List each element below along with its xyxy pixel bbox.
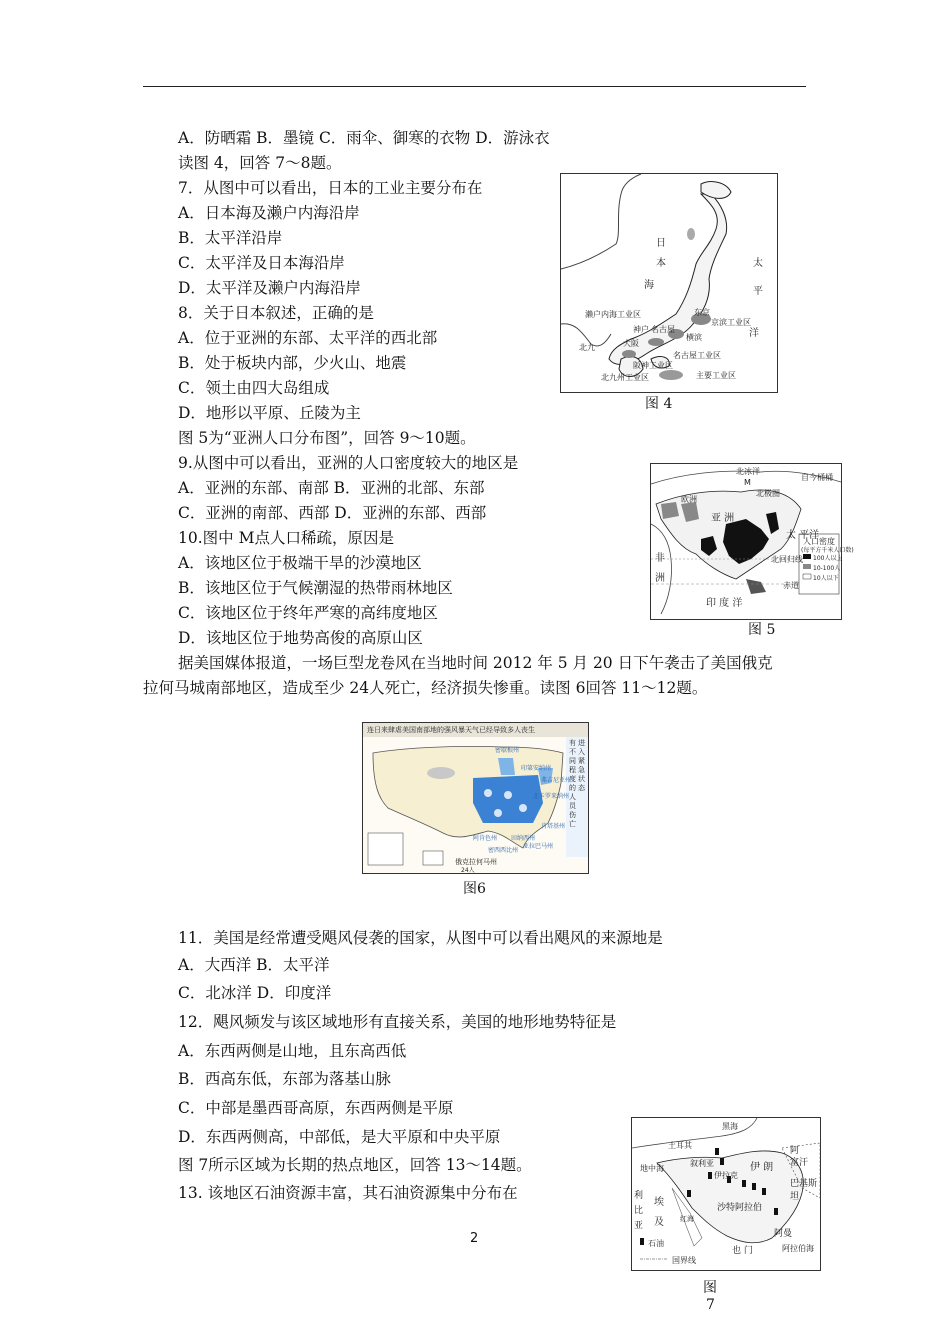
figure-7-middle-east-map xyxy=(631,1117,821,1271)
text-line: A．日本海及濑户内海沿岸 xyxy=(178,204,360,222)
text-line: A．亚洲的东部、南部 B．亚洲的北部、东部 xyxy=(178,479,485,497)
text-line: A．位于亚洲的东部、太平洋的西北部 xyxy=(178,329,438,347)
figure-7-caption-1: 图 xyxy=(703,1280,717,1296)
figure-5-asia-population-map xyxy=(650,463,854,620)
text-line: C．太平洋及日本海沿岸 xyxy=(178,254,345,272)
label-pakistan: 巴基斯坦 xyxy=(790,1179,818,1202)
label-nagoya: 名古屋 xyxy=(651,325,675,334)
label-ri: 日 xyxy=(656,238,666,249)
label-virginia: 弗吉尼亚州 xyxy=(541,777,572,784)
figure-4-japan-map xyxy=(560,173,778,393)
legend-2: 10-100人 xyxy=(813,565,841,572)
legend-title: 人口密度 xyxy=(803,537,835,546)
figure-7-caption-2: 7 xyxy=(706,1297,715,1313)
label-m: M xyxy=(744,478,751,487)
text-line: A．该地区位于极端干旱的沙漠地区 xyxy=(178,554,422,572)
text-line: D．该地区位于地势高俊的高原山区 xyxy=(178,629,423,647)
label-black-sea: 黑海 xyxy=(722,1122,738,1131)
label-indian-ocean: 印 度 洋 xyxy=(706,598,743,609)
label-yang: 洋 xyxy=(749,328,759,339)
text-line: 据美国媒体报道，一场巨型龙卷风在当地时间 2012 年 5 月 20 日下午袭击了美国俄克 xyxy=(178,654,773,672)
text-line: 11．美国是经常遭受飓风侵袭的国家，从图中可以看出飓风的来源地是 xyxy=(178,929,663,947)
text-line: C．领土由四大岛组成 xyxy=(178,379,330,397)
text-line: B．西高东低，东部为落基山脉 xyxy=(178,1070,391,1088)
label-indiana: 印第安纳州 xyxy=(521,765,552,772)
label-tennessee: 田纳西州 xyxy=(511,835,536,842)
label-tokyo: 东京 xyxy=(694,308,710,317)
label-border: 国界线 xyxy=(672,1256,696,1265)
header-rule xyxy=(143,86,806,87)
text-line: C．北冰洋 D．印度洋 xyxy=(178,984,332,1002)
label-egypt-2: 及 xyxy=(654,1217,664,1228)
label-afghan-1: 阿 xyxy=(790,1146,800,1156)
label-ping: 平 xyxy=(753,286,763,297)
text-line: 10.图中 M点人口稀疏，原因是 xyxy=(178,529,394,547)
text-line: A．大西洋 B．太平洋 xyxy=(178,956,330,974)
page-number: 2 xyxy=(470,1231,479,1246)
label-hai: 海 xyxy=(644,280,654,291)
figure-6-side: 有不同程度的人员伤亡 xyxy=(569,739,576,828)
text-line: C．中部是墨西哥高原，东西两侧是平原 xyxy=(178,1099,454,1117)
legend-1: 100人以上 xyxy=(813,555,843,562)
label-libya-1: 利 xyxy=(634,1191,644,1201)
label-shenhu: 神户 xyxy=(633,325,649,334)
label-libya-3: 亚 xyxy=(634,1221,644,1231)
label-yemen: 也 门 xyxy=(732,1246,753,1256)
label-libya-2: 比 xyxy=(634,1206,644,1216)
label-oil: 石油 xyxy=(648,1239,664,1248)
label-africa-2: 洲 xyxy=(655,573,665,584)
label-kitakyushu: 北九州工业区 xyxy=(601,373,649,382)
label-24: 24人 xyxy=(461,867,475,874)
label-tai: 太 xyxy=(753,258,763,269)
text-line: 13. 该地区石油资源丰富，其石油资源集中分布在 xyxy=(178,1184,518,1202)
label-kitakyu: 北九 xyxy=(579,343,595,352)
label-saudi: 沙特阿拉伯 xyxy=(717,1203,763,1213)
text-line: B．太平洋沿岸 xyxy=(178,229,283,247)
text-line: D．地形以平原、丘陵为主 xyxy=(178,404,361,422)
label-tropic: 北回归线 xyxy=(771,555,803,564)
text-line: D．东西两侧高，中部低，是大平原和中央平原 xyxy=(178,1128,501,1146)
figure-5-caption: 图 5 xyxy=(748,622,776,638)
label-arkansas: 阿肯色州 xyxy=(473,835,498,842)
legend-sub: (每平方千米人口数) xyxy=(801,547,854,554)
label-alabama: 亚拉巴马州 xyxy=(523,843,554,850)
label-iraq: 伊拉克 xyxy=(714,1171,738,1180)
text-line: 拉何马城南部地区，造成至少 24人死亡，经济损失惨重。读图 6回答 11～12题。 xyxy=(143,679,708,697)
figure-6-caption: 图6 xyxy=(463,881,486,897)
text-line: C．亚洲的南部、西部 D．亚洲的东部、西部 xyxy=(178,504,487,522)
label-iran: 伊 朗 xyxy=(750,1162,774,1173)
label-turkey: 土耳其 xyxy=(668,1141,692,1150)
label-michigan: 密歇根州 xyxy=(495,747,520,754)
text-line: 12．飓风频发与该区域地形有直接关系，美国的地形地势特征是 xyxy=(178,1013,617,1031)
label-nc: 北卡罗来纳州 xyxy=(533,793,570,800)
label-arctic-circle: 北极圈 xyxy=(756,489,780,498)
text-line: B．该地区位于气候潮湿的热带雨林地区 xyxy=(178,579,453,597)
label-setouchi: 濑户内海工业区 xyxy=(585,310,641,319)
legend-3: 10人以下 xyxy=(813,575,839,582)
label-red-sea: 红海 xyxy=(680,1215,694,1223)
text-line: 8．关于日本叙述，正确的是 xyxy=(178,304,374,322)
text-line: D．太平洋及濑户内海沿岸 xyxy=(178,279,361,297)
label-egypt-1: 埃 xyxy=(654,1197,664,1208)
figure-6-side2: 进入紧急状态 xyxy=(578,739,585,792)
text-line: 7．从图中可以看出，日本的工业主要分布在 xyxy=(178,179,483,197)
label-zgbj: 自今桶桶 xyxy=(801,473,833,482)
text-line: 读图 4，回答 7～8题。 xyxy=(178,154,342,172)
figure-6-title: 连日来肆虐美国南部地的强风暴天气已经导致多人丧生 xyxy=(367,726,535,734)
label-afghan-2: 富汗 xyxy=(790,1158,809,1168)
label-kentucky: 肯塔基州 xyxy=(541,823,566,830)
text-line: A．东西两侧是山地，且东高西低 xyxy=(178,1042,407,1060)
label-dafan: 大阪 xyxy=(623,339,639,348)
label-oklahoma: 俄克拉何马州 xyxy=(455,858,497,866)
text-line: 9.从图中可以看出，亚洲的人口密度较大的地区是 xyxy=(178,454,519,472)
label-mediterranean: 地中海 xyxy=(640,1164,664,1173)
text-line: C．该地区位于终年严寒的高纬度地区 xyxy=(178,604,438,622)
text-line: 图 5为“亚洲人口分布图”，回答 9～10题。 xyxy=(178,429,476,447)
label-pacific: 太 平洋 xyxy=(786,530,820,541)
label-asia: 亚 洲 xyxy=(711,513,735,524)
label-europe: 欧洲 xyxy=(681,495,697,504)
text-line: 图 7所示区域为长期的热点地区，回答 13～14题。 xyxy=(178,1156,532,1174)
label-legend: 主要工业区 xyxy=(696,371,736,380)
text-line: B．处于板块内部，少火山、地震 xyxy=(178,354,407,372)
label-mississippi: 密西西比州 xyxy=(488,847,519,854)
label-keihin: 京滨工业区 xyxy=(711,318,751,327)
label-africa-1: 非 xyxy=(655,553,665,564)
label-hanshin: 阪神工业区 xyxy=(633,361,673,370)
figure-6-usa-storm-map xyxy=(362,722,589,874)
label-yokohama: 横滨 xyxy=(686,333,702,342)
label-ben: 本 xyxy=(656,258,666,269)
text-line: A．防晒霜 B．墨镜 C．雨伞、御寒的衣物 D．游泳衣 xyxy=(178,129,550,147)
label-arabian-sea: 阿拉伯海 xyxy=(782,1244,814,1253)
label-nagoya-zone: 名古屋工业区 xyxy=(673,351,721,360)
label-equator: 赤道 xyxy=(783,581,799,590)
label-arctic: 北冰洋 xyxy=(736,467,760,476)
label-oman: 阿曼 xyxy=(774,1229,793,1239)
label-syria: 叙利亚 xyxy=(690,1159,714,1168)
figure-4-caption: 图 4 xyxy=(645,396,673,412)
